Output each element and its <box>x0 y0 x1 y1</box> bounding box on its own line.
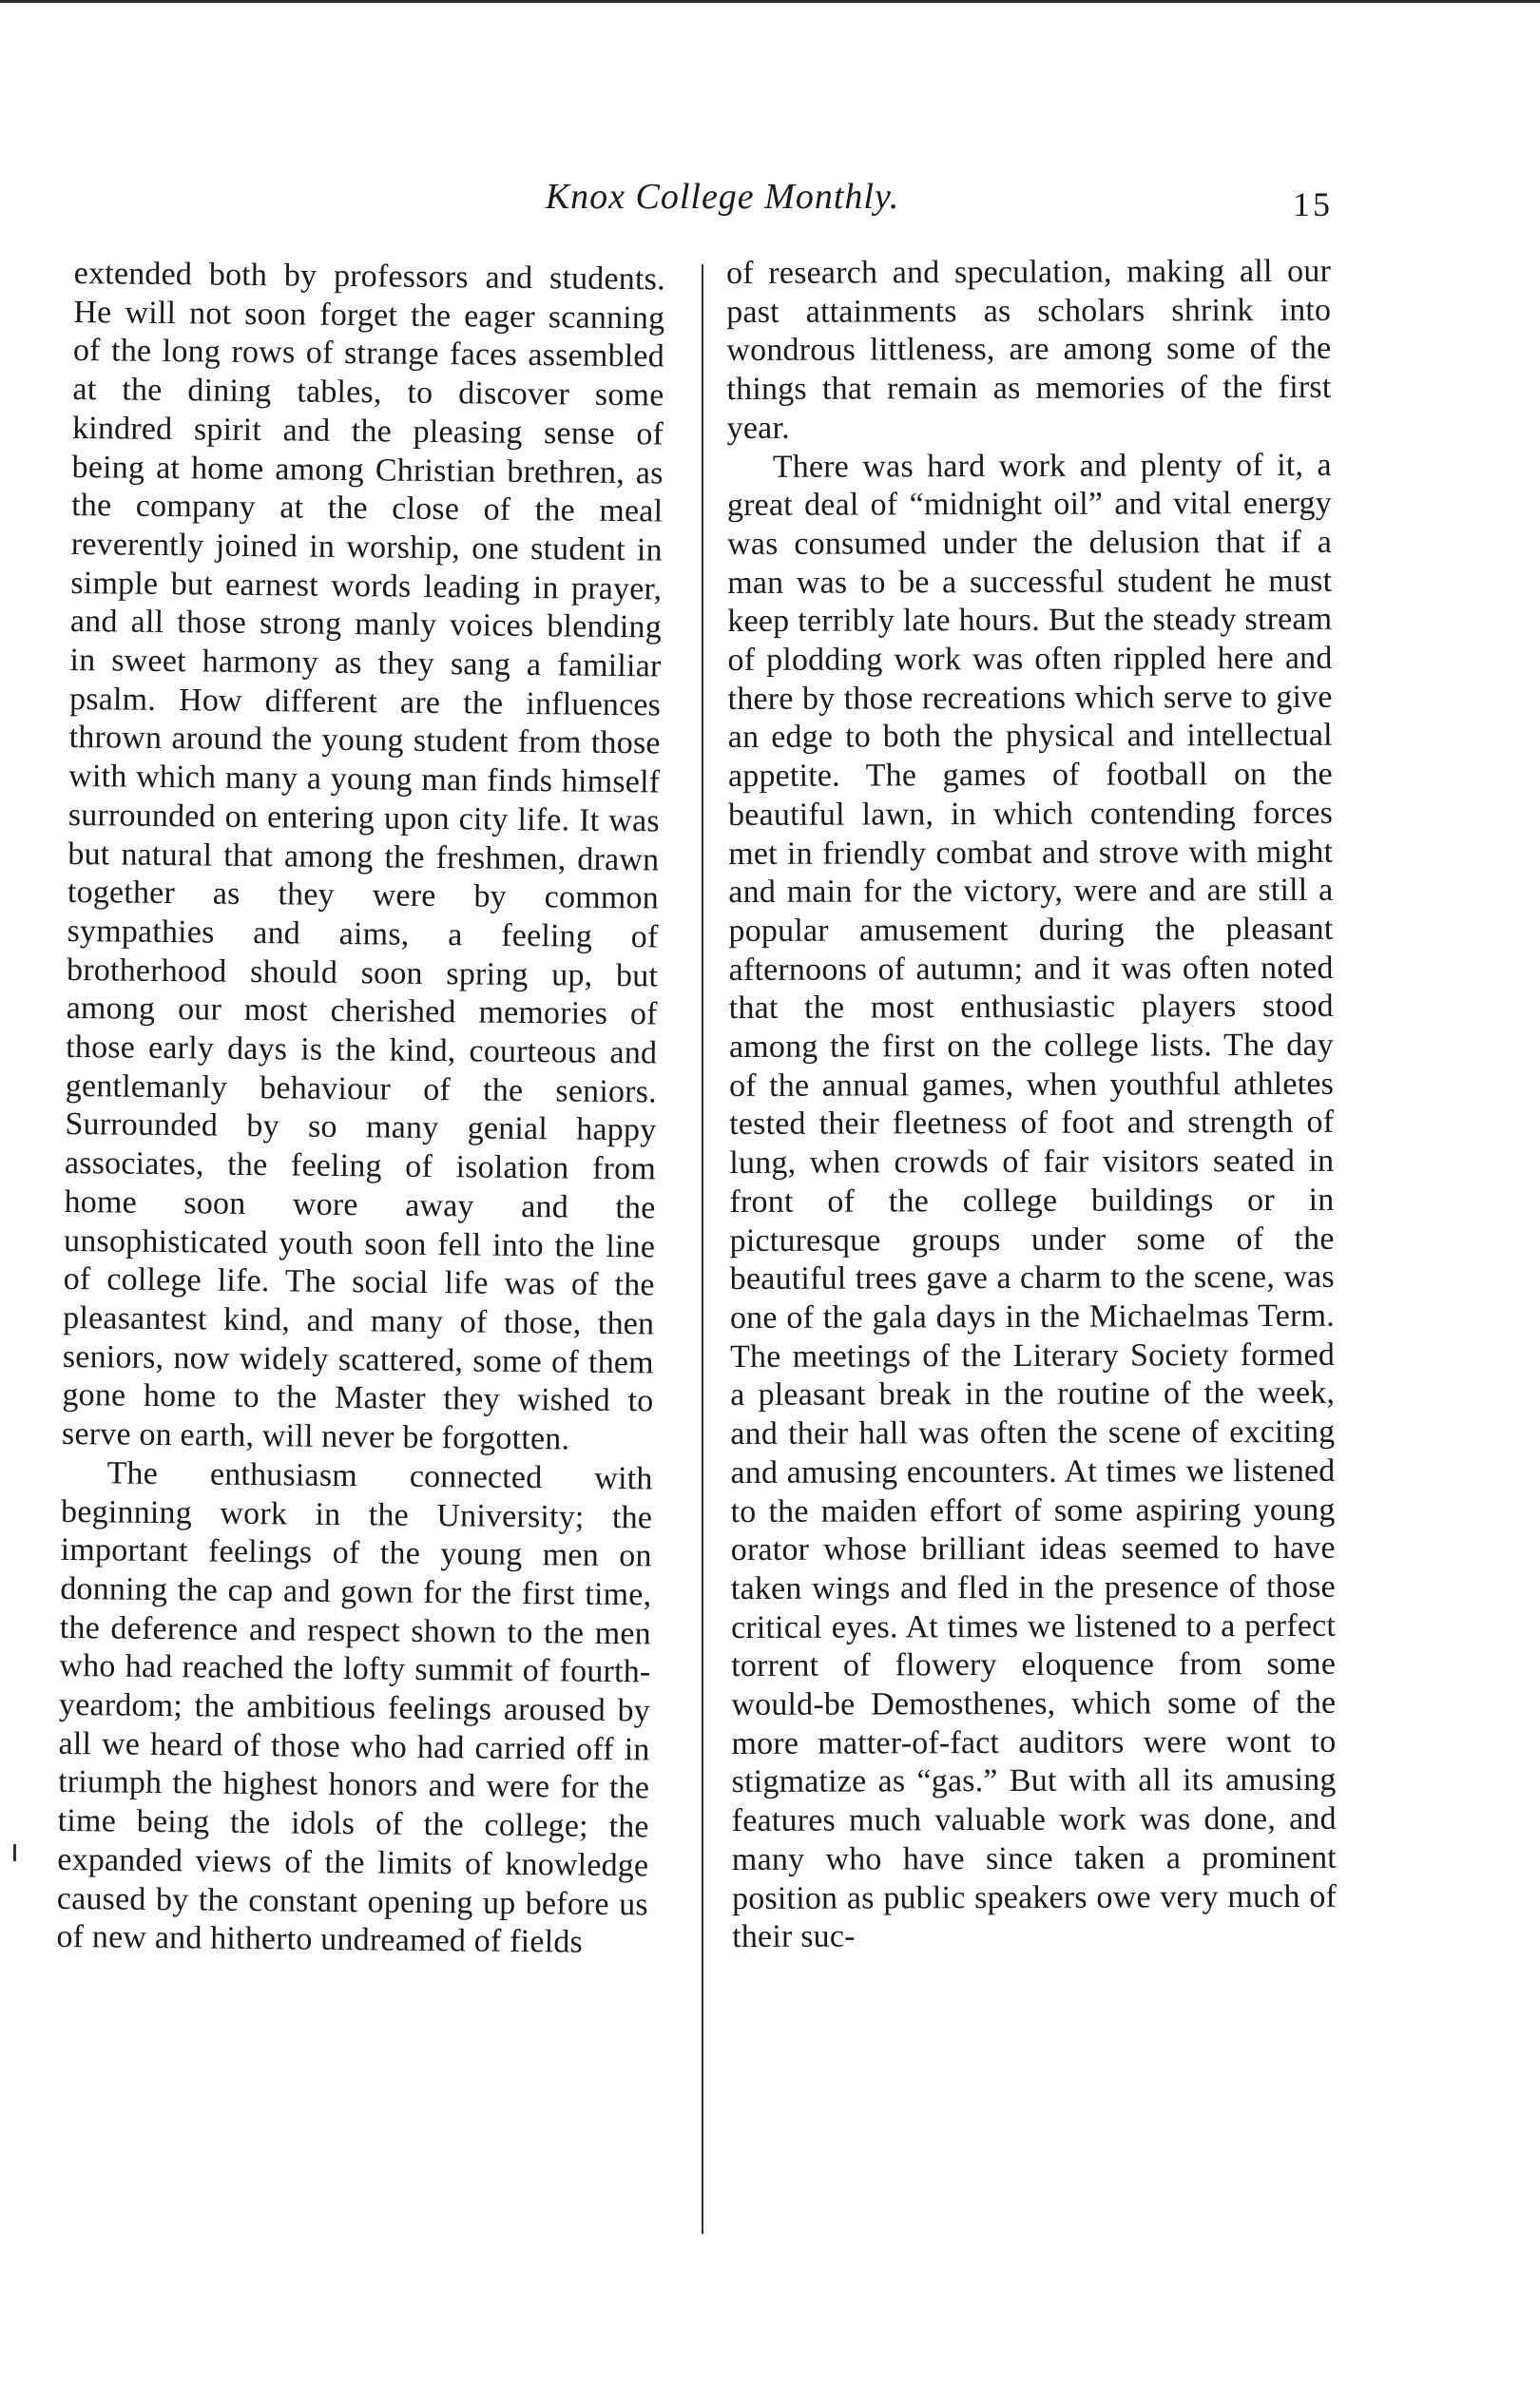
right-paragraph-2: There was hard work and plenty of it, a great deal of “midnight oil” and vital energy was consumed under the delusion that if a man was to be a successful student he must keep terribly late hours. But the steady stream of plodding work was often rippled here and there by those recreations which serve to give an edge to both the physical and intellectual appetite. The games of football on the beautiful lawn, in which contending forces met in friendly combat and strove with might and main for the victory, were and are still a popular amusement during the pleasant afternoons of autumn; and it was often noted that the most enthusiastic players stood among the first on the college lists. The day of the annual games, when youthful athletes tested their fleetness of foot and strength of lung, when crowds of fair visitors seated in front of the college buildings or in picturesque groups under some of the beautiful trees gave a charm to the scene, was one of the gala days in the Michaelmas Term. The meetings of the Literary Society formed a pleasant break in the routine of the week, and their hall was often the scene of exciting and amusing encounters. At times we listened to the maiden effort of some aspiring young orator whose brilliant ideas seemed to have taken wings and fled in the presence of those critical eyes. At times we listened to a perfect torrent of flowery eloquence from some would-be Demosthenes, which some of the more matter-of-fact auditors were wont to stigmatize as “gas.” But with all its amusing features much valuable work was done, and many who have since taken a prominent position as public speakers owe very much of their suc- <box>726 447 1338 1955</box>
column-divider <box>702 264 703 2234</box>
right-column <box>726 253 1337 1957</box>
left-paragraph-1: extended both by professors and students. He will not soon forget the eager scanning of the long rows of strange faces assembled at the dining tables, to discover some kindred spirit and the pleasing sense of being at home among Christian brethren, as the company at the close of the meal reverently joined in worship, one student in simple but earnest words leading in prayer, and all those strong manly voices blending in sweet harmony as they sang a familiar psalm. How different are the influences thrown around the young student from those with which many a young man finds himself surrounded on entering upon city life. It was but natural that among the freshmen, drawn together as they were by common sympathies and aims, a feeling of brotherhood should soon spring up, but among our most cherished memories of those early days is the kind, courteous and gentlemanly behaviour of the seniors. Surrounded by so many genial happy associates, the feeling of isolation from home soon wore away and the unsophisticated youth soon fell into the line of college life. The social life was of the pleasantest kind, and many of those, then seniors, now widely scattered, some of them gone home to the Master they wished to serve on earth, will never be forgotten. <box>61 255 665 1457</box>
running-head <box>0 173 1540 221</box>
page-number: 15 <box>1293 185 1333 223</box>
margin-mark <box>13 1844 16 1861</box>
journal-title: Knox College Monthly. <box>545 177 900 217</box>
left-paragraph-2: The enthusiasm connected with beginning work in the University; the important feelings of the young men on donning the cap and gown for the first time, the deference and respect shown to the men who had reached the lofty summit of fourth-yeardom; the ambitious feelings aroused by all we heard of those who had carried off in triumph the highest honors and were for the time being the idols of the college; the expanded views of the limits of knowledge caused by the constant opening up before us of new and hitherto undreamed of fields <box>56 1455 653 1960</box>
right-paragraph-1: of research and speculation, making all our past attainments as scholars shrink into wondrous littleness, are among some of the things that remain as memories of the first year. <box>726 253 1332 446</box>
left-column <box>56 255 665 1963</box>
top-edge-rule <box>0 0 1540 3</box>
